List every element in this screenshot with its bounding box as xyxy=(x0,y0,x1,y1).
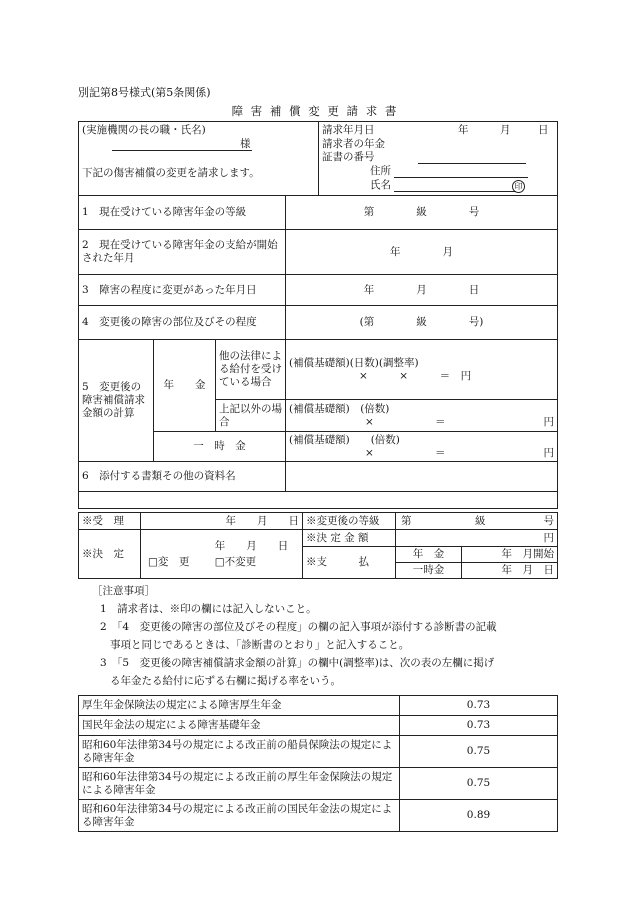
rate-value: 0.75 xyxy=(400,768,558,800)
org-head-cell xyxy=(79,122,319,196)
note-2b: 事項と同じであるときは、「診断書のとおり」と記入すること。 xyxy=(110,639,410,651)
rate-value: 0.75 xyxy=(400,736,558,768)
notes-header: ［注意事項］ xyxy=(92,585,155,597)
receipt-date[interactable]: 年 月 日 xyxy=(141,513,303,530)
r6-extra-row[interactable] xyxy=(79,492,558,509)
other-cases-label: 上記以外の場合 xyxy=(216,400,286,432)
other-cases-yen: 円 xyxy=(543,415,554,428)
r2-value[interactable]: 年 月 xyxy=(286,230,558,275)
rate-law: 国民年金法の規定による障害基礎年金 xyxy=(79,716,400,736)
note-3b: る年金たる給付に応ずる右欄に掲げる率をいう。 xyxy=(110,675,341,687)
grade-go: 号 xyxy=(543,514,555,527)
r2-label: 2 現在受けている障害年金の支給が開始された年月 xyxy=(79,230,286,275)
other-cases-times: × xyxy=(365,415,374,428)
ichiji-equals: ＝ xyxy=(435,446,446,459)
r4-value[interactable]: (第 級 号) xyxy=(286,306,558,340)
rate-value: 0.73 xyxy=(400,716,558,736)
ichiji-times: × xyxy=(365,446,374,459)
rates-table xyxy=(78,695,558,832)
decision-date: 年 月 日 xyxy=(214,539,289,552)
other-law-formula1: (補償基礎額)(日数)(調整率) xyxy=(289,356,419,369)
org-head-label: (実施機関の長の職・氏名) xyxy=(82,124,206,136)
pay-ichiji-value[interactable]: 年 月 日 xyxy=(462,563,558,579)
ichiji-formula[interactable] xyxy=(286,432,558,462)
office-table xyxy=(78,512,558,579)
grade-dai: 第 xyxy=(401,514,412,527)
note-1: 1 請求者は、※印の欄には記入しないこと。 xyxy=(100,603,317,615)
address-input[interactable] xyxy=(394,177,528,178)
payment-label: ※支 払 xyxy=(303,547,396,579)
nenkin-label: 年 金 xyxy=(154,340,216,432)
r3-value[interactable]: 年 月 日 xyxy=(286,275,558,306)
receipt-label: ※受 理 xyxy=(79,513,141,530)
pay-nenkin-label: 年 金 xyxy=(396,547,462,563)
other-law-label: 他の法律による給付を受けている場合 xyxy=(216,340,286,400)
page-title: 障 害 補 償 変 更 請 求 書 xyxy=(231,104,399,118)
change-checkbox[interactable]: □変 更 xyxy=(148,555,190,568)
r1-value[interactable]: 第 級 号 xyxy=(286,196,558,230)
rate-law: 昭和60年法律第34号の規定による改正前の国民年金法の規定による障害年金 xyxy=(79,800,400,832)
other-law-formula2: × × ＝ 円 xyxy=(359,369,472,382)
day-label: 日 xyxy=(538,124,549,136)
r6-label: 6 添付する書類その他の資料名 xyxy=(79,462,286,492)
decided-amount-value[interactable]: 円 xyxy=(396,530,558,547)
pension-cert-label1: 請求者の年金 xyxy=(322,138,385,150)
r6-value[interactable] xyxy=(286,462,558,492)
rate-law: 昭和60年法律第34号の規定による改正前の厚生年金保険法の規定による障害年金 xyxy=(79,768,400,800)
grade-after-value[interactable] xyxy=(396,513,558,530)
name-input[interactable] xyxy=(394,191,516,192)
r4-label: 4 変更後の障害の部位及びその程度 xyxy=(79,306,286,340)
header-table xyxy=(78,121,558,196)
grade-after-label: ※変更後の等級 xyxy=(303,513,396,530)
rate-value: 0.73 xyxy=(400,696,558,716)
notes xyxy=(92,582,562,690)
ichiji-yen: 円 xyxy=(543,446,554,459)
rate-law: 昭和60年法律第34号の規定による改正前の船員保険法の規定による障害年金 xyxy=(79,736,400,768)
pension-cert-input[interactable] xyxy=(418,163,526,164)
requester-cell xyxy=(319,122,558,196)
r3-label: 3 障害の程度に変更があった年月日 xyxy=(79,275,286,306)
address-label: 住所 xyxy=(370,165,391,177)
pay-nenkin-value[interactable]: 年 月開始 xyxy=(462,547,558,563)
other-cases-equals: ＝ xyxy=(435,415,446,428)
name-label: 氏名 xyxy=(370,179,391,191)
grade-kyu: 級 xyxy=(475,514,486,527)
request-text: 下記の傷害補償の変更を請求します。 xyxy=(82,167,260,179)
other-law-formula[interactable] xyxy=(286,340,558,400)
other-cases-formula1: (補償基礎額) (倍数) xyxy=(289,402,390,415)
request-date-label: 請求年月日 xyxy=(322,124,375,136)
note-2a: 2 「4 変更後の障害の部位及びその程度」の欄の記入事項が添付する診断書の記載 xyxy=(100,621,497,633)
ichijikin-label: 一 時 金 xyxy=(154,432,286,462)
seal-mark: 印 xyxy=(512,180,525,193)
year-label: 年 xyxy=(458,124,469,136)
r1-label: 1 現在受けている障害年金の等級 xyxy=(79,196,286,230)
sama-label: 様 xyxy=(240,138,251,150)
decision-label: ※決 定 xyxy=(79,530,141,579)
no-change-checkbox[interactable]: □不変更 xyxy=(214,555,257,568)
pay-ichiji-label: 一時金 xyxy=(396,563,462,579)
other-cases-formula[interactable] xyxy=(286,400,558,432)
form-code: 別記第8号様式(第5条関係) xyxy=(78,86,211,99)
pension-cert-label2: 証書の番号 xyxy=(322,151,375,163)
decision-cell[interactable] xyxy=(141,530,303,579)
r5-label: 5 変更後の障害補償請求金額の計算 xyxy=(79,340,154,462)
org-head-line[interactable] xyxy=(112,150,252,151)
rate-value: 0.89 xyxy=(400,800,558,832)
decided-amount-label: ※決 定 金 額 xyxy=(303,530,396,547)
ichiji-formula1: (補償基礎額) (倍数) xyxy=(289,433,400,446)
month-label: 月 xyxy=(500,124,511,136)
items-table xyxy=(78,195,558,509)
note-3a: 3 「5 変更後の障害補償請求金額の計算」の欄中(調整率)は、次の表の左欄に掲げ xyxy=(100,657,495,669)
rate-law: 厚生年金保険法の規定による障害厚生年金 xyxy=(79,696,400,716)
